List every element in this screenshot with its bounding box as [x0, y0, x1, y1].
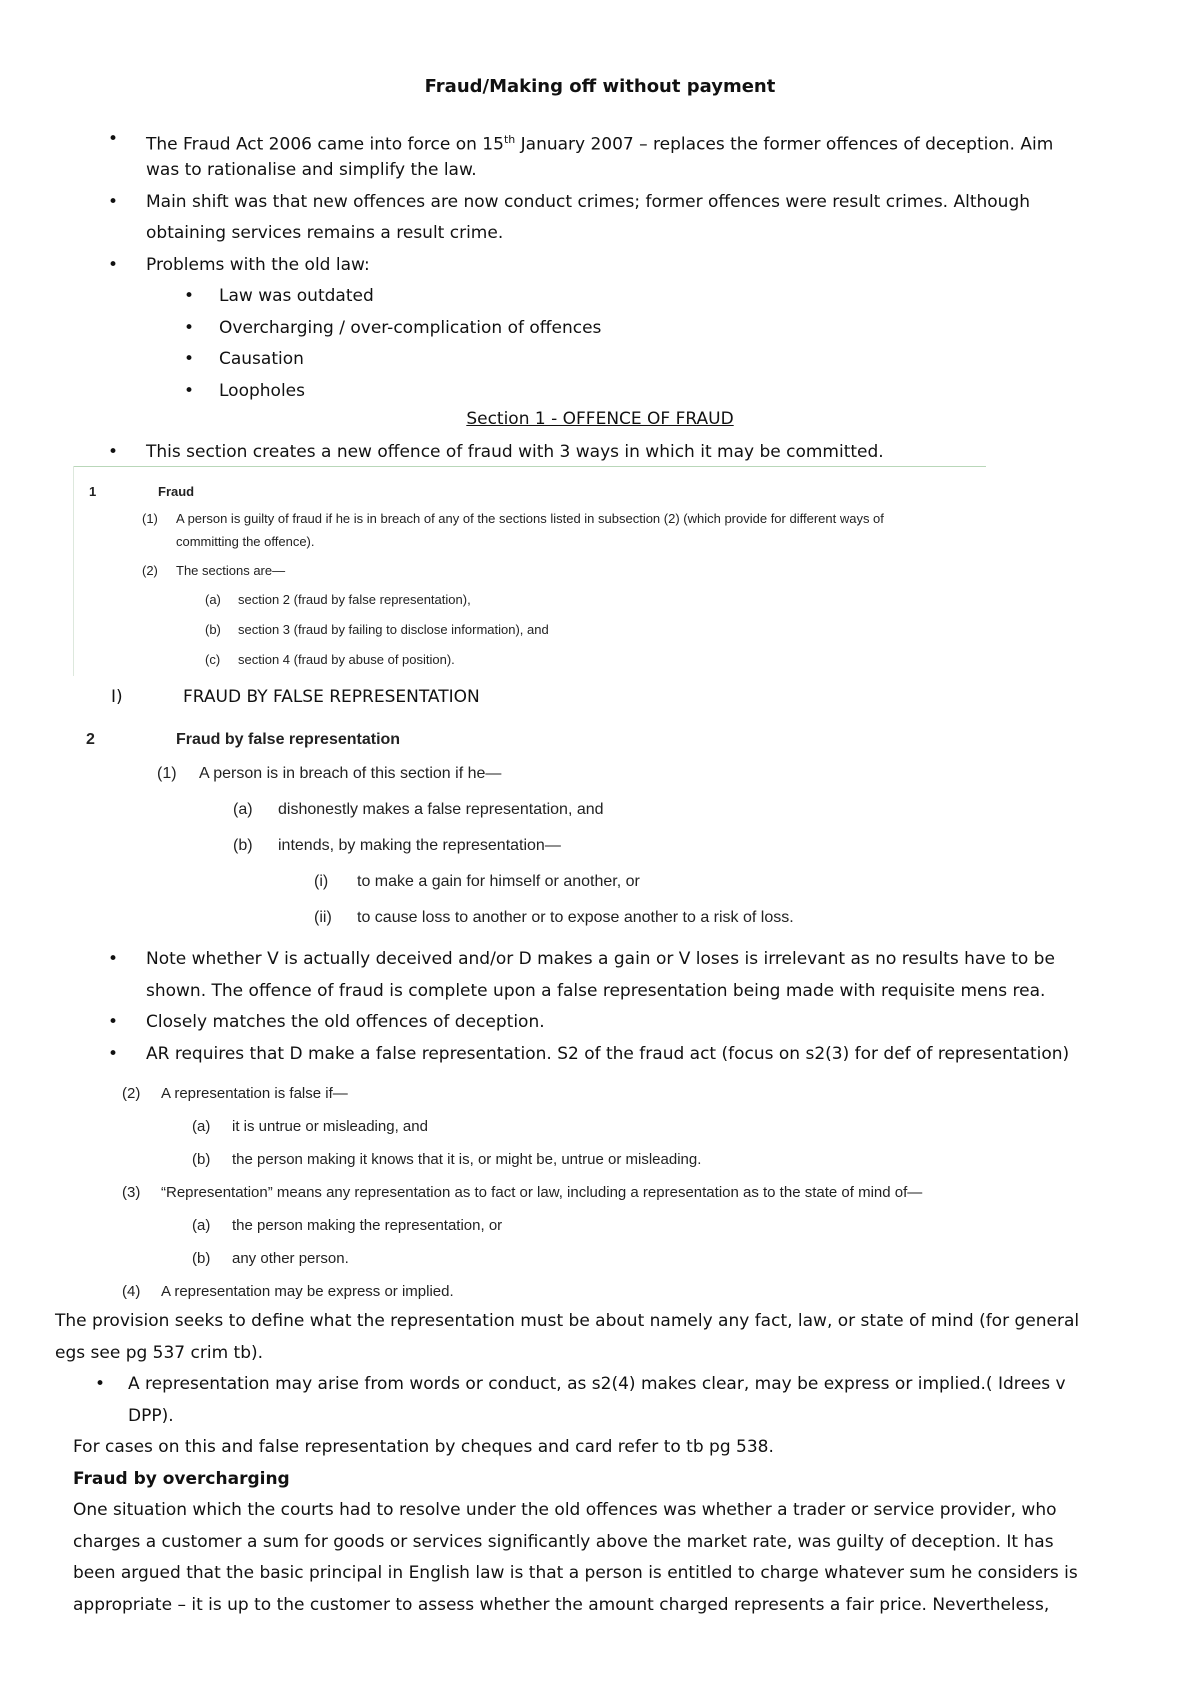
statute-2-i-num: (i) — [314, 873, 329, 890]
statute-3-s2-num: (2) — [122, 1085, 141, 1102]
overcharging-para-line: been argued that the basic principal in English law is that a person is entitled to charge whatever sum he considers is — [73, 1563, 1078, 1583]
statute-3-s3-num: (3) — [122, 1184, 141, 1201]
statute-2-number: 2 — [86, 731, 95, 748]
statute-3-s2a-text: it is untrue or misleading, and — [232, 1118, 428, 1135]
statute-2-a-text: dishonestly makes a false representation, and — [278, 801, 604, 818]
problem-item: Overcharging / over-complication of offences — [219, 318, 602, 338]
intro-bullet-1-line1: The Fraud Act 2006 came into force on 15th January 2007 – replaces the former offences of deception. Aim — [146, 133, 1054, 155]
statute-3-s2a-letter: (a) — [192, 1118, 211, 1135]
statute-2-heading: Fraud by false representation — [176, 731, 401, 748]
note-bullet-1-line2: shown. The offence of fraud is complete upon a false representation being made with requisite mens rea. — [146, 981, 1046, 1001]
bullet-icon: • — [184, 349, 195, 369]
idrees-bullet-line2: DPP). — [128, 1406, 174, 1426]
statute-3-s4-text: A representation may be express or implied. — [161, 1283, 454, 1300]
note-bullet-3: AR requires that D make a false representation. S2 of the fraud act (focus on s2(3) for def of representation) — [146, 1044, 1070, 1064]
bullet-icon: • — [184, 286, 195, 306]
cases-line: For cases on this and false representation by cheques and card refer to tb pg 538. — [73, 1437, 774, 1457]
statute-2-ii-num: (ii) — [314, 909, 332, 926]
statute-1-item-text: section 4 (fraud by abuse of position). — [238, 652, 455, 667]
section-1-heading: Section 1 - OFFENCE OF FRAUD — [466, 409, 734, 429]
statute-1-item-letter: (b) — [205, 622, 221, 637]
statute-2-i-text: to make a gain for himself or another, or — [357, 873, 640, 890]
problem-item: Law was outdated — [219, 286, 374, 306]
statute-1-item-text: section 2 (fraud by false representation), — [238, 592, 471, 607]
statute-2-b-letter: (b) — [233, 837, 253, 854]
bullet-icon: • — [108, 255, 119, 275]
intro-bullet-2-line2: obtaining services remains a result crime. — [146, 223, 504, 243]
bullet-icon: • — [108, 192, 119, 212]
part-i-heading: FRAUD BY FALSE REPRESENTATION — [183, 687, 480, 707]
intro-bullet-3: Problems with the old law: — [146, 255, 370, 275]
statute-3-s3b-text: any other person. — [232, 1250, 349, 1267]
extract-divider — [74, 466, 986, 467]
problem-item: Causation — [219, 349, 304, 369]
overcharging-para-line: One situation which the courts had to resolve under the old offences was whether a trader or service provider, who — [73, 1500, 1057, 1520]
note-bullet-2: Closely matches the old offences of deception. — [146, 1012, 545, 1032]
statute-2-sub1-text: A person is in breach of this section if he— — [199, 765, 502, 782]
provision-para-line2: egs see pg 537 crim tb). — [55, 1343, 264, 1363]
bullet-icon: • — [108, 949, 119, 969]
statute-1-item-text: section 3 (fraud by failing to disclose information), and — [238, 622, 549, 637]
statute-3-s3a-letter: (a) — [192, 1217, 211, 1234]
overcharging-para-line: appropriate – it is up to the customer to assess whether the amount charged represents a fair price. Nevertheless, — [73, 1595, 1050, 1615]
statute-1-sub1-num: (1) — [142, 511, 158, 526]
statute-1-sub2-num: (2) — [142, 563, 158, 578]
statute-1-sub1-line1: A person is guilty of fraud if he is in breach of any of the sections listed in subsection (2) (which provide for different ways of — [176, 511, 884, 526]
bullet-icon: • — [108, 129, 119, 149]
section-1-bullet: This section creates a new offence of fraud with 3 ways in which it may be committed. — [146, 442, 884, 462]
statute-1-heading: Fraud — [158, 484, 195, 499]
bullet-icon: • — [184, 381, 195, 401]
intro-bullet-2-line1: Main shift was that new offences are now conduct crimes; former offences were result crimes. Although — [146, 192, 1031, 212]
statute-1-sub2-text: The sections are— — [176, 563, 286, 578]
statute-1-number: 1 — [89, 484, 97, 499]
bullet-icon: • — [108, 442, 119, 462]
bullet-icon: • — [95, 1374, 106, 1394]
bullet-icon: • — [184, 318, 195, 338]
part-i-number: I) — [111, 687, 123, 707]
bullet-icon: • — [108, 1044, 119, 1064]
intro-bullet-1-line2: was to rationalise and simplify the law. — [146, 160, 477, 180]
idrees-bullet-line1: A representation may arise from words or conduct, as s2(4) makes clear, may be express or implied.( Idrees v — [128, 1374, 1066, 1394]
overcharging-para-line: charges a customer a sum for goods or services significantly above the market rate, was guilty of deception. It has — [73, 1532, 1054, 1552]
page-title: Fraud/Making off without payment — [424, 76, 776, 97]
problem-item: Loopholes — [219, 381, 305, 401]
statute-2-a-letter: (a) — [233, 801, 253, 818]
statute-3-s2-text: A representation is false if— — [161, 1085, 348, 1102]
statute-3-s3b-letter: (b) — [192, 1250, 211, 1267]
provision-para-line1: The provision seeks to define what the representation must be about namely any fact, law, or state of mind (for general — [55, 1311, 1080, 1331]
statute-1-item-letter: (a) — [205, 592, 221, 607]
statute-3-s4-num: (4) — [122, 1283, 141, 1300]
bullet-icon: • — [108, 1012, 119, 1032]
statute-2-sub1-num: (1) — [157, 765, 177, 782]
statute-3-s3a-text: the person making the representation, or — [232, 1217, 503, 1234]
statute-1-sub1-line2: committing the offence). — [176, 534, 315, 549]
extract-border — [73, 466, 74, 676]
statute-3-s2b-text: the person making it knows that it is, or might be, untrue or misleading. — [232, 1151, 702, 1168]
statute-3-s3-text: “Representation” means any representation as to fact or law, including a representation as to the state of mind of— — [161, 1184, 923, 1201]
overcharging-heading: Fraud by overcharging — [73, 1469, 290, 1489]
statute-2-ii-text: to cause loss to another or to expose another to a risk of loss. — [357, 909, 794, 926]
statute-2-b-text: intends, by making the representation— — [278, 837, 561, 854]
statute-3-s2b-letter: (b) — [192, 1151, 211, 1168]
note-bullet-1-line1: Note whether V is actually deceived and/or D makes a gain or V loses is irrelevant as no results have to be — [146, 949, 1055, 969]
statute-1-item-letter: (c) — [205, 652, 221, 667]
